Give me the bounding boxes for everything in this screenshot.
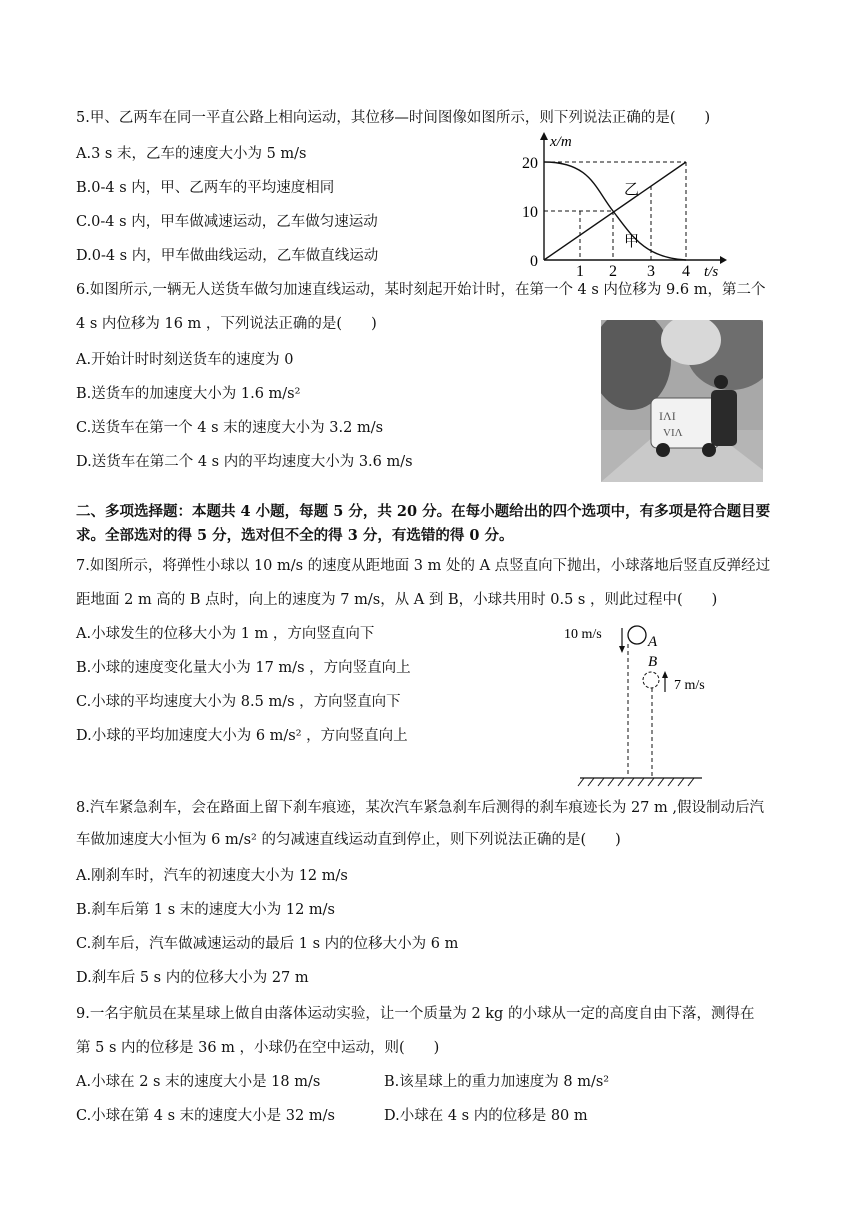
q8-option-b: B.刹车后第 1 s 末的速度大小为 12 m/s (76, 902, 336, 918)
y-tick-10: 10 (522, 204, 538, 221)
q7-option-a: A.小球发生的位移大小为 1 m ，方向竖直向下 (76, 626, 375, 642)
ball-a (628, 626, 646, 644)
label-yi: 乙 (624, 182, 640, 198)
q9-stem-line2: 第 5 s 内的位移是 36 m ，小球仍在空中运动，则( ) (76, 1040, 440, 1056)
q9-stem-line1: 9.一名宇航员在某星球上做自由落体运动实验，让一个质量为 2 kg 的小球从一定的高度自由下落，测得在 (76, 1006, 755, 1022)
q5-option-b: B.0-4 s 内，甲、乙两车的平均速度相同 (76, 180, 335, 196)
q8-option-a: A.刚刹车时，汽车的初速度大小为 12 m/s (76, 868, 348, 884)
q9-option-d: D.小球在 4 s 内的位移是 80 m (384, 1108, 588, 1124)
svg-text:ΙΛΙ: ΙΛΙ (659, 409, 676, 423)
q6-option-a: A.开始计时时刻送货车的速度为 0 (76, 352, 294, 368)
ball-b (643, 672, 659, 688)
q8-option-d: D.刹车后 5 s 内的位移大小为 27 m (76, 970, 309, 986)
x-tick-3: 3 (647, 263, 655, 278)
q6-option-b: B.送货车的加速度大小为 1.6 m/s² (76, 386, 301, 402)
y-tick-20: 20 (522, 155, 538, 172)
q5-option-c: C.0-4 s 内，甲车做减速运动，乙车做匀速运动 (76, 214, 378, 230)
q7-option-d: D.小球的平均加速度大小为 6 m/s² ，方向竖直向上 (76, 728, 408, 744)
x-tick-4: 4 (682, 263, 690, 278)
q6-option-c: C.送货车在第一个 4 s 末的速度大小为 3.2 m/s (76, 420, 384, 436)
q8-option-c: C.刹车后，汽车做减速运动的最后 1 s 内的位移大小为 6 m (76, 936, 459, 952)
q7-option-c: C.小球的平均速度大小为 8.5 m/s ，方向竖直向下 (76, 694, 401, 710)
y-axis-arrow (540, 132, 548, 140)
q5-option-d: D.0-4 s 内，甲车做曲线运动，乙车做直线运动 (76, 248, 379, 264)
q6-stem-line1: 6.如图所示,一辆无人送货车做匀加速直线运动，某时刻起开始计时，在第一个 4 s 内位移为 9.6 m，第二个 (76, 282, 766, 298)
label-jia: 甲 (624, 234, 640, 250)
q8-stem-line1: 8.汽车紧急刹车，会在路面上留下刹车痕迹，某次汽车紧急刹车后测得的刹车痕迹长为 27 m ,假设制动后汽 (76, 800, 764, 816)
ground-hatch (578, 778, 694, 786)
point-b-label: B (648, 654, 658, 670)
x-axis-arrow (720, 256, 727, 264)
section2-heading-line1: 二、多项选择题：本题共 4 小题，每题 5 分，共 20 分。在每小题给出的四个选项中，有多项是符合题目要 (76, 503, 771, 520)
y-tick-0: 0 (530, 253, 538, 270)
svg-text:VIΛ: VIΛ (663, 427, 683, 439)
q7-option-b: B.小球的速度变化量大小为 17 m/s ，方向竖直向上 (76, 660, 411, 676)
q9-option-b: B.该星球上的重力加速度为 8 m/s² (384, 1074, 610, 1090)
point-a-label: A (648, 634, 658, 650)
q9-option-a: A.小球在 2 s 末的速度大小是 18 m/s (76, 1074, 321, 1090)
q7-ball-figure (560, 618, 720, 790)
q5-xt-graph (520, 128, 730, 278)
q5-stem: 5.甲、乙两车在同一平直公路上相向运动，其位移—时间图像如图所示，则下列说法正确的是( ) (76, 110, 711, 126)
q7-stem-line1: 7.如图所示，将弹性小球以 10 m/s 的速度从距地面 3 m 处的 A 点竖直向下抛出，小球落地后竖直反弹经过 (76, 558, 771, 574)
section2-heading-line2: 求。全部选对的得 5 分，选对但不全的得 3 分，有选错的得 0 分。 (76, 527, 514, 544)
y-axis-label: x/m (550, 134, 572, 150)
delivery-vehicle-photo (601, 320, 763, 482)
q7-stem-line2: 距地面 2 m 高的 B 点时，向上的速度为 7 m/s，从 A 到 B，小球共用时 0.5 s ，则此过程中( ) (76, 592, 718, 608)
q6-stem-line2: 4 s 内位移为 16 m ，下列说法正确的是( ) (76, 316, 377, 332)
x-axis-label: t/s (704, 264, 719, 278)
q5-option-a: A.3 s 末，乙车的速度大小为 5 m/s (76, 146, 307, 162)
q8-stem-line2: 车做加速度大小恒为 6 m/s² 的匀减速直线运动直到停止，则下列说法正确的是( ) (76, 832, 621, 848)
v-up-label: 7 m/s (674, 678, 705, 693)
x-tick-1: 1 (576, 263, 584, 278)
q6-option-d: D.送货车在第二个 4 s 内的平均速度大小为 3.6 m/s (76, 454, 413, 470)
v-down-label: 10 m/s (564, 627, 602, 642)
q9-option-c: C.小球在第 4 s 末的速度大小是 32 m/s (76, 1108, 335, 1124)
x-tick-2: 2 (609, 263, 617, 278)
